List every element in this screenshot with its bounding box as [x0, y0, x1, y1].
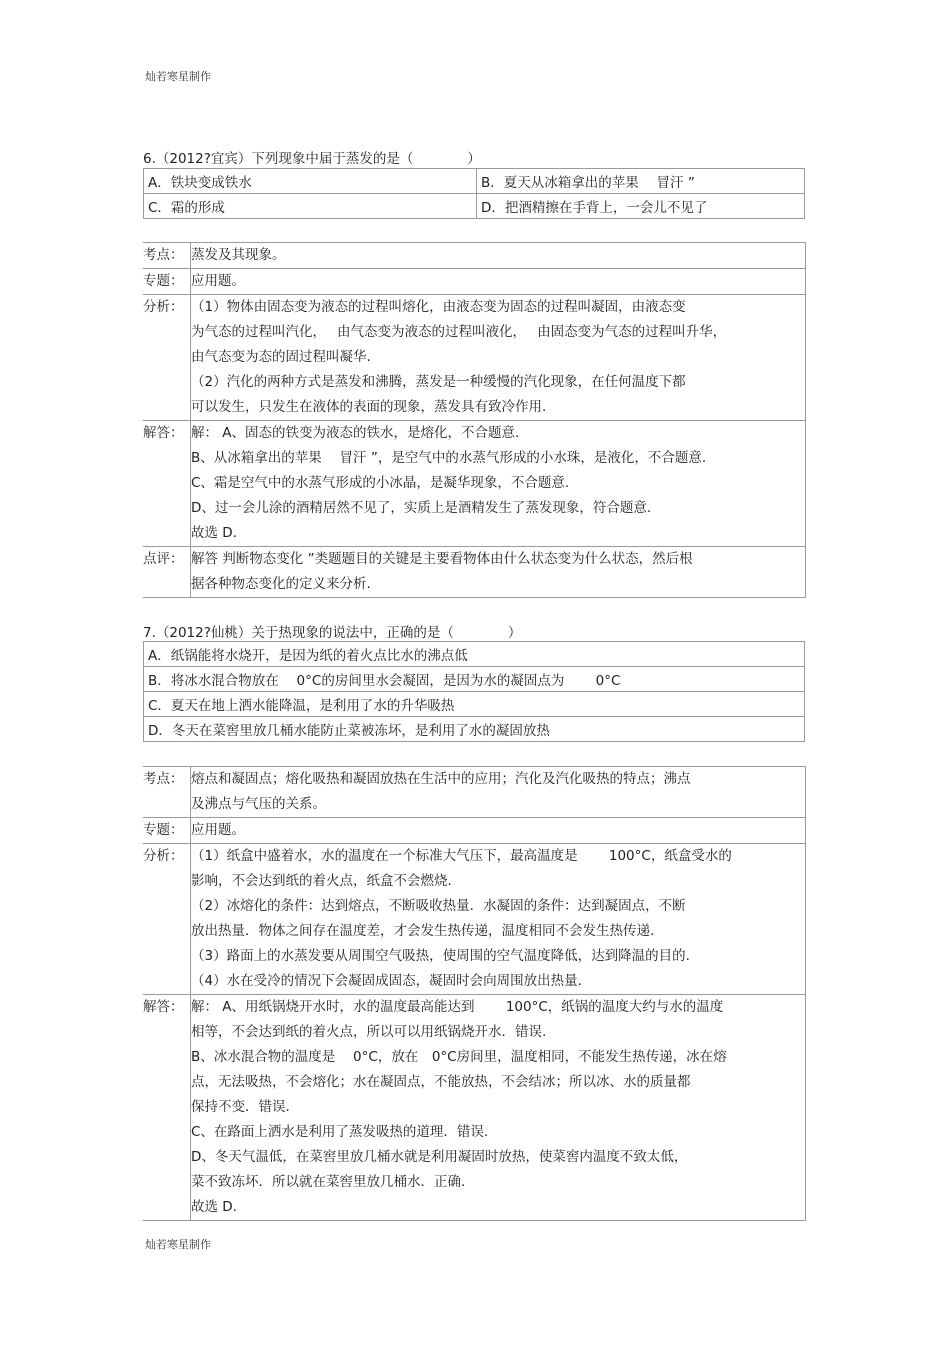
- text-line: 蒸发及其现象。: [191, 247, 286, 263]
- option-c: C．霜的形成: [144, 194, 477, 219]
- option-a: A．纸锅能将水烧开，是因为纸的着火点比水的沸点低: [144, 642, 805, 667]
- row-label: 考点：: [143, 247, 184, 263]
- question-7-title: 7.（2012?仙桃）关于热现象的说法中，正确的是（ ）: [143, 625, 522, 641]
- option-b: B．夏天从冰箱拿出的苹果 冒汗 ”: [477, 169, 805, 194]
- text-line: D、冬天气温低，在菜窖里放几桶水就是利用凝固时放热，使菜窖内温度不致太低，: [191, 1149, 688, 1165]
- text-line: （2）汽化的两种方式是蒸发和沸腾，蒸发是一种缓慢的汽化现象，在任何温度下都: [191, 374, 686, 390]
- text-line: 由气态变为态的固过程叫凝华.: [191, 349, 371, 365]
- text-line: 放出热量．物体之间存在温度差，才会发生热传递，温度相同不会发生热传递.: [191, 923, 655, 939]
- question-7-analysis: [143, 766, 806, 1221]
- analysis-row: [143, 547, 805, 598]
- analysis-row: [143, 295, 805, 421]
- text-line: 故选 D.: [191, 1199, 237, 1215]
- option-b: B．将冰水混合物放在 0°C的房间里水会凝固，是因为水的凝固点为 0°C: [144, 667, 805, 692]
- text-line: （3）路面上的水蒸发要从周围空气吸热，使周围的空气温度降低，达到降温的目的.: [191, 948, 690, 964]
- option-a: A．铁块变成铁水: [144, 169, 477, 194]
- text-line: 故选 D.: [191, 525, 237, 541]
- analysis-row: [143, 243, 805, 269]
- analysis-row: [143, 818, 805, 844]
- text-line: 菜不致冻坏．所以就在菜窖里放几桶水．正确.: [191, 1174, 466, 1190]
- text-line: （1）物体由固态变为液态的过程叫熔化，由液态变为固态的过程叫凝固，由液态变: [191, 299, 686, 315]
- row-label: 点评：: [143, 551, 184, 567]
- row-label: 解答：: [143, 425, 184, 441]
- text-line: （2）冰熔化的条件：达到熔点，不断吸收热量．水凝固的条件：达到凝固点，不断: [191, 898, 686, 914]
- row-content: [190, 995, 805, 1220]
- row-label: 分析：: [143, 848, 184, 864]
- text-line: 可以发生，只发生在液体的表面的现象，蒸发具有致冷作用.: [191, 399, 547, 415]
- option-d: D．把酒精擦在手背上，一会儿不见了: [477, 194, 805, 219]
- text-line: 保持不变．错误.: [191, 1099, 290, 1115]
- row-content: [190, 243, 805, 268]
- question-6-options: [143, 168, 805, 219]
- row-content: [190, 547, 805, 597]
- option-c: C．夏天在地上洒水能降温，是利用了水的升华吸热: [144, 692, 805, 717]
- row-label: 解答：: [143, 999, 184, 1015]
- text-line: （1）纸盒中盛着水，水的温度在一个标准大气压下，最高温度是 100°C，纸盒受水的: [191, 848, 732, 864]
- row-label: 考点：: [143, 771, 184, 787]
- text-line: 相等，不会达到纸的着火点，所以可以用纸锅烧开水．错误.: [191, 1024, 547, 1040]
- text-line: C、在路面上洒水是利用了蒸发吸热的道理．错误.: [191, 1124, 489, 1140]
- row-content: [190, 269, 805, 294]
- text-line: B、从冰箱拿出的苹果 冒汗 ”，是空气中的水蒸气形成的小水珠，是液化，不合题意.: [191, 450, 707, 466]
- page-footer: 灿若寒星制作: [145, 1238, 211, 1251]
- row-label: 分析：: [143, 299, 184, 315]
- text-line: 解： A、用纸锅烧开水时，水的温度最高能达到 100°C，纸锅的温度大约与水的温度: [191, 999, 724, 1015]
- page-header: 灿若寒星制作: [145, 70, 211, 83]
- text-line: 解： A、固态的铁变为液态的铁水，是熔化，不合题意.: [191, 425, 520, 441]
- text-line: 及沸点与气压的关系。: [191, 796, 326, 812]
- text-line: C、霜是空气中的水蒸气形成的小冰晶，是凝华现象，不合题意.: [191, 475, 570, 491]
- row-content: [190, 295, 805, 420]
- analysis-row: [143, 844, 805, 995]
- analysis-row: [143, 269, 805, 295]
- row-content: [190, 844, 805, 994]
- analysis-row: [143, 767, 805, 818]
- text-line: 点，无法吸热，不会熔化；水在凝固点，不能放热，不会结冰；所以冰、水的质量都: [191, 1074, 691, 1090]
- text-line: D、过一会儿涂的酒精居然不见了，实质上是酒精发生了蒸发现象，符合题意.: [191, 500, 652, 516]
- row-content: [190, 818, 805, 843]
- text-line: 应用题。: [191, 822, 245, 838]
- analysis-row: [143, 995, 805, 1221]
- question-6-analysis: [143, 242, 806, 598]
- row-content: [190, 767, 805, 817]
- text-line: 为气态的过程叫汽化， 由气态变为液态的过程叫液化， 由固态变为气态的过程叫升华，: [191, 324, 727, 340]
- row-label: 专题：: [143, 273, 184, 289]
- row-label: 专题：: [143, 822, 184, 838]
- question-7-options: [143, 641, 805, 742]
- text-line: 影响，不会达到纸的着火点，纸盒不会燃烧.: [191, 873, 452, 889]
- analysis-row: [143, 421, 805, 547]
- text-line: 应用题。: [191, 273, 245, 289]
- row-content: [190, 421, 805, 546]
- question-6-title: 6.（2012?宜宾）下列现象中届于蒸发的是（ ）: [143, 151, 481, 167]
- text-line: 熔点和凝固点；熔化吸热和凝固放热在生活中的应用；汽化及汽化吸热的特点；沸点: [191, 771, 691, 787]
- text-line: 解答 判断物态变化 ”类题题目的关键是主要看物体由什么状态变为什么状态，然后根: [191, 551, 693, 567]
- option-d: D．冬天在菜窖里放几桶水能防止菜被冻坏，是利用了水的凝固放热: [144, 717, 805, 742]
- text-line: （4）水在受冷的情况下会凝固成固态，凝固时会向周围放出热量.: [191, 973, 582, 989]
- text-line: 据各种物态变化的定义来分析.: [191, 576, 371, 592]
- text-line: B、冰水混合物的温度是 0°C，放在 0°C房间里，温度相同，不能发生热传递，冰在熔: [191, 1049, 727, 1065]
